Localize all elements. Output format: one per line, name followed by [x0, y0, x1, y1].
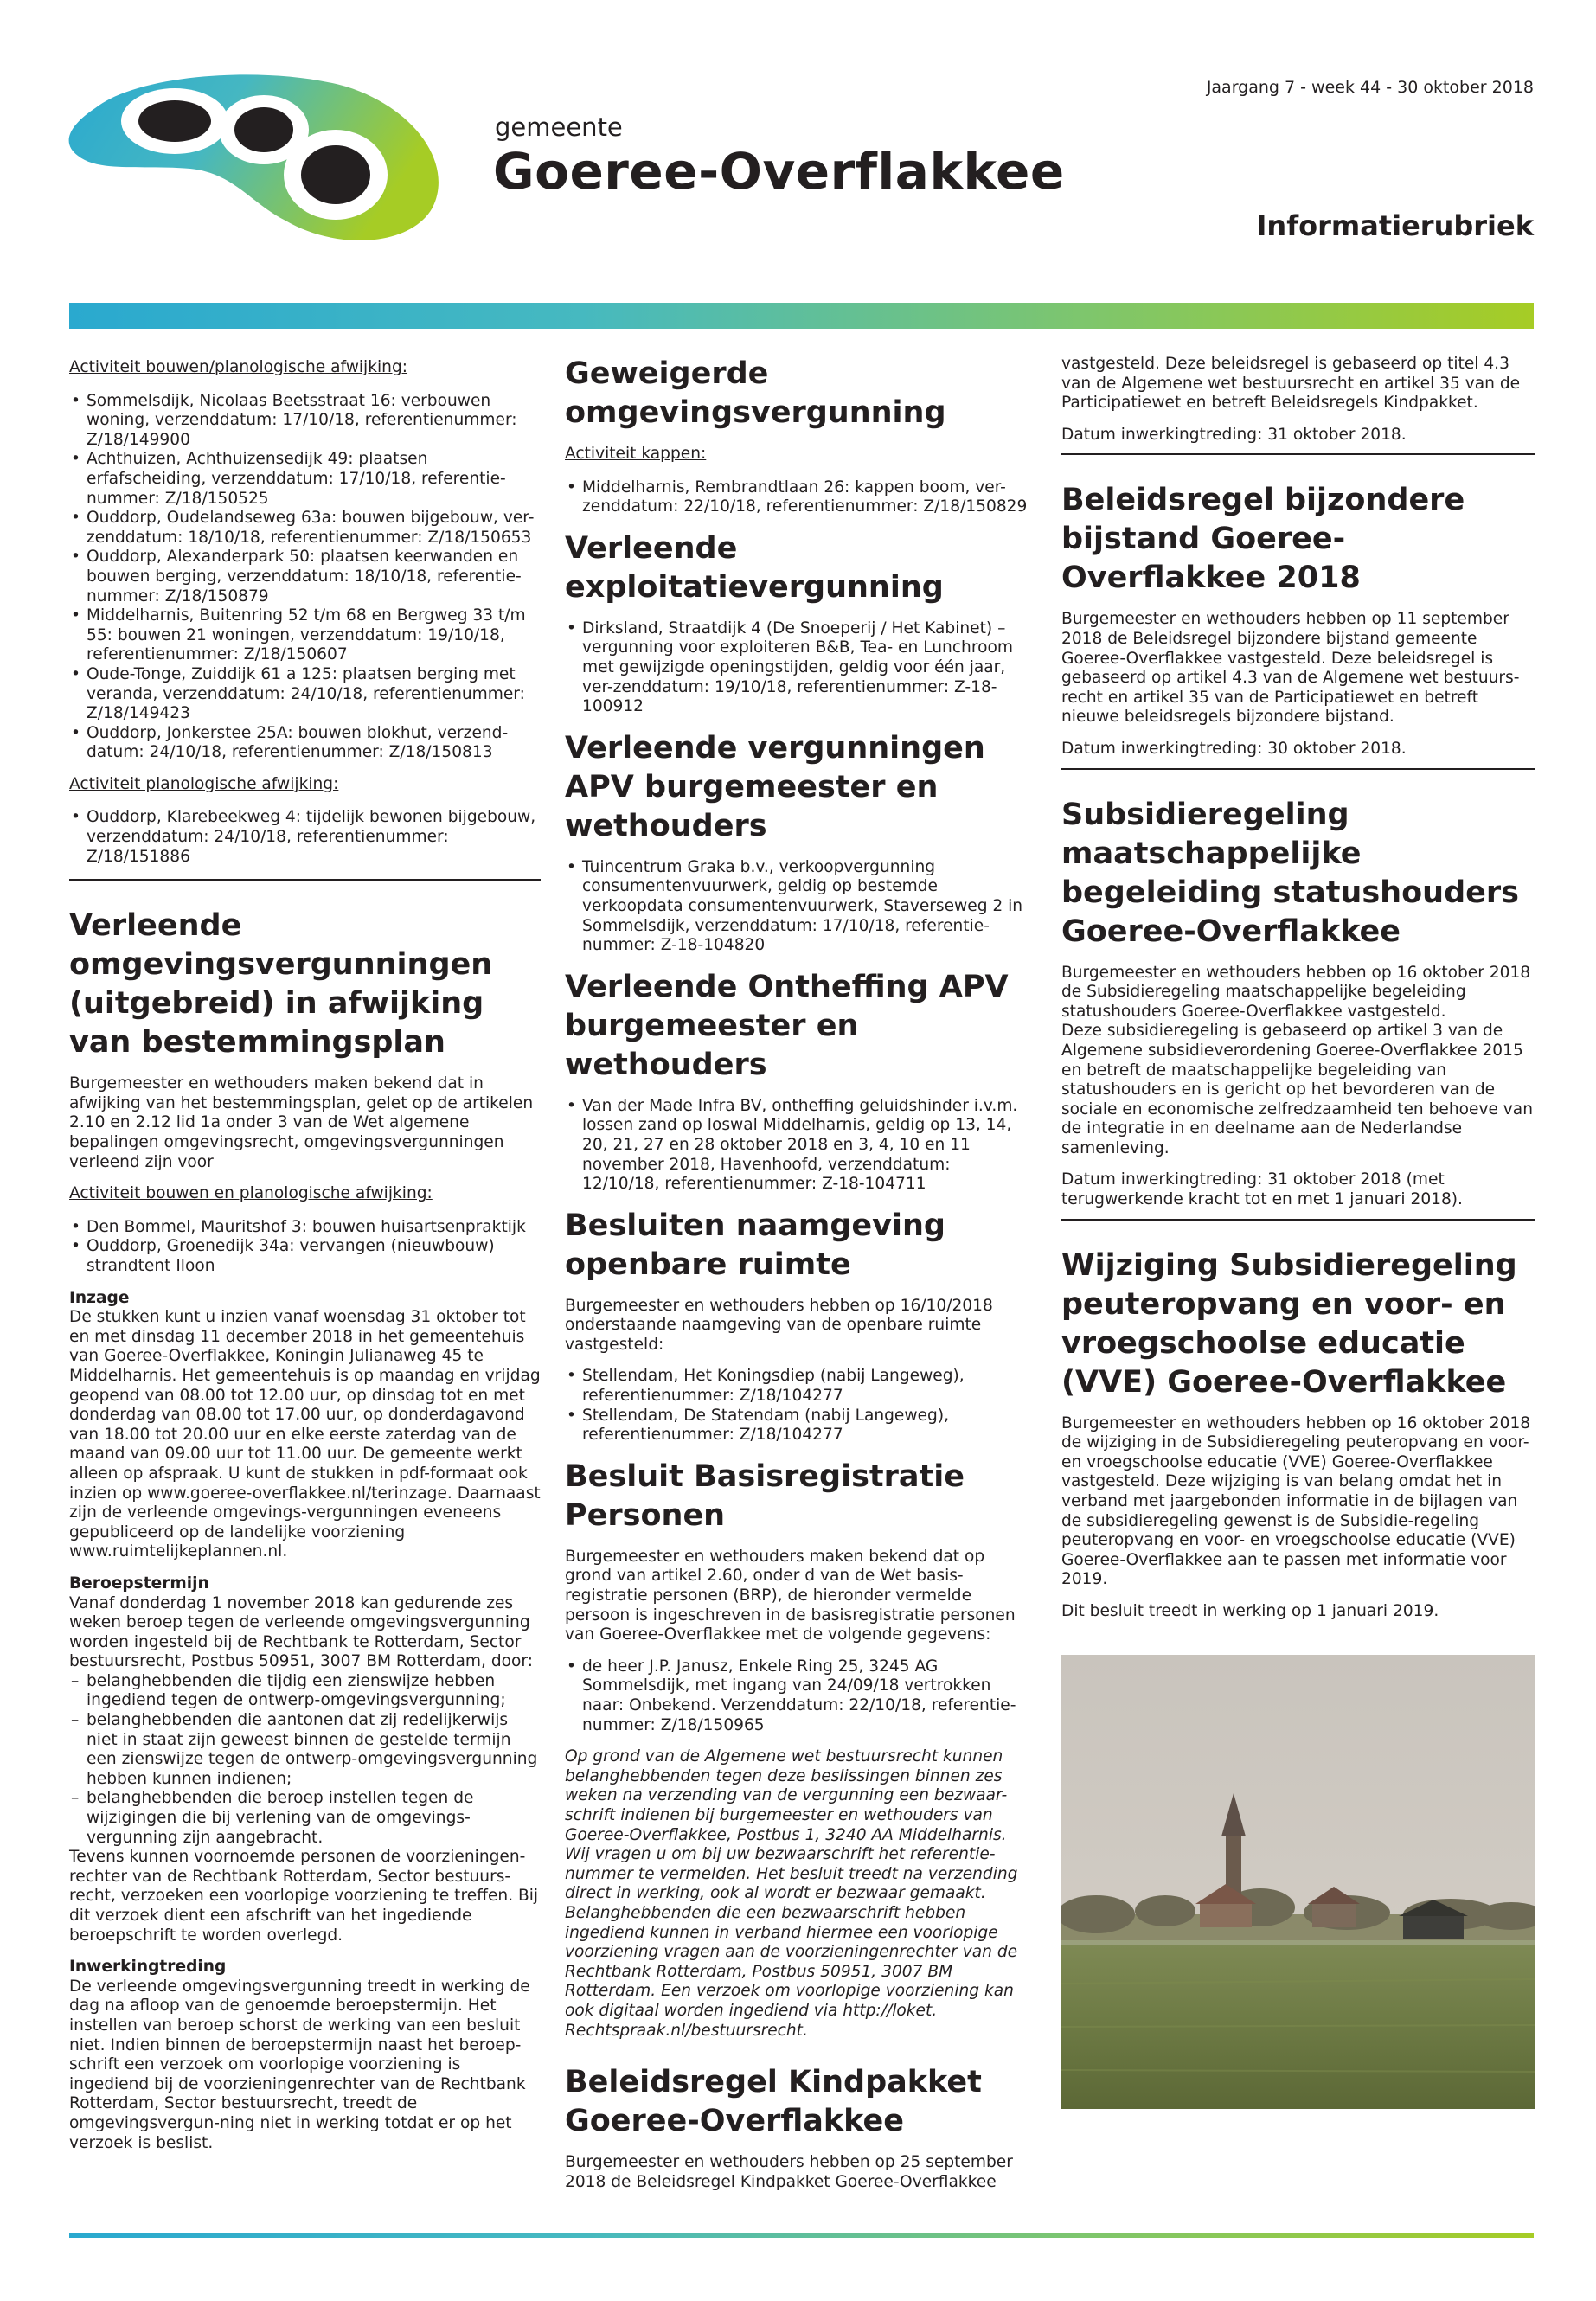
section-heading: Besluit Basisregistratie Personen [565, 1458, 965, 1533]
list-item: – belanghebbenden die beroep instellen tegen de wijzigingen die bij verlening van de omgevings-vergunning zijn aangebracht. [69, 1789, 541, 1848]
section-heading: Wijziging Subsidieregeling peuteropvang en voor- en vroegschoolse educatie (VVE) Goeree-Overflakkee [1061, 1247, 1517, 1400]
beroep-title: Beroepstermijn [69, 1574, 209, 1593]
beroep-text-2: Tevens kunnen voornoemde personen de voorzieningen-rechter van de Rechtbank Rotterdam, Sector bestuurs-recht, verzoeken een voorlopige voorziening te treffen. Bij dit verzoek dient een afschrift van het ingediende beroepschrift te worden overlegd. [69, 1848, 539, 1945]
list-item: • Den Bommel, Mauritshof 3: bouwen huisartsenpraktijk [69, 1218, 541, 1238]
divider [69, 879, 541, 881]
list-item: • Achthuizen, Achthuizensedijk 49: plaatsen erfafscheiding, verzenddatum: 17/10/18, referentie-nummer: Z/18/150525 [69, 450, 541, 509]
divider [1061, 768, 1535, 770]
gemeente-label: gemeente [495, 112, 623, 142]
gemeente-name: Goeree-Overflakkee [493, 142, 1065, 201]
column-1 [69, 355, 541, 2165]
paragraph: Burgemeester en wethouders hebben op 16/10/2018 onderstaande naamgeving van de openbare ruimte vastgesteld: [565, 1296, 993, 1354]
section-heading: Beleidsregel Kindpakket Goeree-Overflakkee [565, 2065, 982, 2139]
beroep-list [69, 1672, 541, 1848]
list-item: • Dirksland, Straatdijk 4 (De Snoeperij / Het Kabinet) – vergunning voor exploiteren B&B, Tea- en Lunchroom met gewijzigde openingstijden, geldig voor één jaar, ver-zenddatum: 19/10/18, referentienummer: Z-18-100912 [565, 619, 1032, 717]
list-item: • Middelharnis, Rembrandtlaan 26: kappen boom, ver-zenddatum: 22/10/18, referentienummer: Z/18/150829 [565, 478, 1032, 517]
permit-list [565, 619, 1032, 717]
permit-list [565, 1097, 1032, 1195]
list-item: • Oude-Tonge, Zuiddijk 61 a 125: plaatsen berging met veranda, verzenddatum: 24/10/18, referentienummer: Z/18/149423 [69, 665, 541, 724]
page-header [0, 0, 1596, 303]
beroep-text: Vanaf donderdag 1 november 2018 kan gedurende zes weken beroep tegen de verleende omgevingsvergunning worden ingesteld bij de Rechtbank te Rotterdam, Sector bestuursrecht, Postbus 50951, 3007 BM Rotterdam, door: [69, 1593, 533, 1671]
inwerking-title: Inwerkingtreding [69, 1958, 227, 1977]
column-3 [1061, 355, 1535, 2109]
list-item: • Ouddorp, Oudelandseweg 63a: bouwen bijgebouw, ver-zenddatum: 18/10/18, referentienummer: Z/18/150653 [69, 509, 541, 548]
list-item: • Van der Made Infra BV, ontheffing geluidshinder i.v.m. lossen zand op loswal Middelharnis, geldig op 13, 14, 20, 21, 27 en 28 oktober 2018 en 3, 4, 10 en 11 november 2018, Havenhoofd, verzenddatum: 12/10/18, referentienummer: Z-18-104711 [565, 1097, 1032, 1195]
section-heading: Geweigerde omgevingsvergunning [565, 356, 946, 430]
paragraph: vastgesteld. Deze beleidsregel is gebaseerd op titel 4.3 van de Algemene wet bestuursrecht en artikel 35 van de Participatiewet en betreft Beleidsregels Kindpakket. [1061, 355, 1521, 413]
gemeente-logo [61, 69, 450, 251]
paragraph: Burgemeester en wethouders hebben op 11 september 2018 de Beleidsregel bijzondere bijstand gemeente Goeree-Overflakkee vastgesteld. Deze beleidsregel is gebaseerd op artikel 4.3 van de Algemene wet bestuurs-recht en artikel 35 van de Participatiewet en betreft nieuwe beleidsregels bijzondere bijstand. [1061, 610, 1520, 727]
paragraph: Burgemeester en wethouders hebben op 16 oktober 2018 de Subsidieregeling maatschappelijke begeleiding statushouders Goeree-Overflakkee vastgesteld. [1061, 963, 1531, 1021]
subheading: Activiteit kappen: [565, 445, 707, 463]
list-item: • Ouddorp, Klarebeekweg 4: tijdelijk bewonen bijgebouw, verzenddatum: 24/10/18, referentienummer: Z/18/151886 [69, 808, 541, 867]
section-heading: Besluiten naamgeving openbare ruimte [565, 1208, 945, 1282]
inzage-title: Inzage [69, 1288, 130, 1307]
subheading: Activiteit planologische afwijking: [69, 774, 339, 793]
list-item: • de heer J.P. Janusz, Enkele Ring 25, 3245 AG Sommelsdijk, met ingang van 24/09/18 vertrokken naar: Onbekend. Verzenddatum: 22/10/18, referentie-nummer: Z/18/150965 [565, 1657, 1032, 1735]
list-item: • Sommelsdijk, Nicolaas Beetsstraat 16: verbouwen woning, verzenddatum: 17/10/18, referentienummer: Z/18/149900 [69, 392, 541, 451]
divider [1061, 453, 1535, 455]
list-item: – belanghebbenden die aantonen dat zij redelijkerwijs niet in staat zijn geweest binnen de gestelde termijn een zienswijze tegen de ontwerp-omgevingsvergunning hebben kunnen indienen; [69, 1711, 541, 1789]
divider [1061, 1219, 1535, 1221]
list-item: – belanghebbenden die tijdig een zienswijze hebben ingediend tegen de ontwerp-omgevingsvergunning; [69, 1672, 541, 1711]
inwerking-text: De verleende omgevingsvergunning treedt in werking de dag na afloop van de genoemde beroepstermijn. Het instellen van beroep schorst de werking van een besluit niet. Indien binnen de beroepstermijn naast het beroep-schrift een verzoek om voorlopige voorziening is ingediend bij de voorzieningenrechter van de Rechtbank Rotterdam, Sector bestuursrecht, treedt de omgevingsvergun-ning niet in werking totdat er op het verzoek is beslist. [69, 1977, 530, 2152]
header-gradient-bar [69, 303, 1534, 329]
list-item: • Ouddorp, Groenedijk 34a: vervangen (nieuwbouw) strandtent Iloon [69, 1237, 541, 1276]
list-item: • Ouddorp, Jonkerstee 25A: bouwen blokhut, verzend-datum: 24/10/18, referentienummer: Z/18/150813 [69, 724, 541, 763]
section-heading: Beleidsregel bijzondere bijstand Goeree-Overflakkee 2018 [1061, 483, 1465, 596]
paragraph: Burgemeester en wethouders maken bekend dat in afwijking van het bestemmingsplan, gelet op de artikelen 2.10 en 2.12 lid 1a onder 3 van de Wet algemene bepalingen omgevingsrecht, omgevingsvergunningen verleend zijn voor [69, 1074, 534, 1171]
subheading: Activiteit bouwen/planologische afwijking: [69, 358, 408, 376]
section-heading: Verleende omgevingsvergunningen (uitgebreid) in afwijking van bestemmingsplan [69, 908, 493, 1061]
date-line: Datum inwerkingtreding: 31 oktober 2018 (met terugwerkende kracht tot en met 1 januari 2018). [1061, 1170, 1463, 1209]
list-item: • Middelharnis, Buitenring 52 t/m 68 en Bergweg 33 t/m 55: bouwen 21 woningen, verzenddatum: 19/10/18, referentienummer: Z/18/150607 [69, 606, 541, 665]
subheading: Activiteit bouwen en planologische afwijking: [69, 1184, 433, 1203]
permit-list [565, 1657, 1032, 1735]
list-item: • Ouddorp, Alexanderpark 50: plaatsen keerwanden en bouwen berging, verzenddatum: 18/10/18, referentie-nummer: Z/18/150879 [69, 548, 541, 606]
permit-list [69, 1218, 541, 1277]
permit-list [565, 478, 1032, 517]
section-heading: Verleende vergunningen APV burgemeester en wethouders [565, 730, 985, 843]
paragraph: Burgemeester en wethouders hebben op 16 oktober 2018 de wijziging in de Subsidieregeling peuteropvang en voor- en vroegschoolse educatie (VVE) Goeree-Overflakkee vastgesteld. Deze wijziging is van belang omdat het in verband met jaargebonden informatie in de bijlagen van de subsidieregeling gewenst is de Subsidie-regeling peuteropvang en voor- en vroegschoolse educatie (VVE) Goeree-Overflakkee aan te passen met informatie voor 2019. [1061, 1413, 1531, 1589]
date-line: Datum inwerkingtreding: 30 oktober 2018. [1061, 739, 1407, 758]
column-2 [565, 355, 1032, 2204]
paragraph: Deze subsidieregeling is gebaseerd op artikel 3 van de Algemene subsidieverordening Goeree-Overflakkee 2015 en betreft de maatschappelijke begeleiding van statushouders en is gericht op het bevorderen van de sociale en economische zelfredzaamheid ten behoeve van de integratie in en deelname aan de Nederlandse samenleving. [1061, 1022, 1533, 1157]
paragraph: Burgemeester en wethouders hebben op 25 september 2018 de Beleidsregel Kindpakket Goeree-Overflakkee [565, 2153, 1013, 2191]
landscape-photo [1061, 1655, 1535, 2109]
permit-list [69, 808, 541, 867]
list-item: • Tuincentrum Graka b.v., verkoopvergunning consumentenvuurwerk, geldig op bestemde verkoopdata consumentenvuurwerk, Staverseweg 2 in Sommelsdijk, verzenddatum: 17/10/18, referentie-nummer: Z-18-104820 [565, 858, 1032, 956]
date-line: Datum inwerkingtreding: 31 oktober 2018. [1061, 425, 1407, 444]
list-item: • Stellendam, Het Koningsdiep (nabij Langeweg), referentienummer: Z/18/104277 [565, 1367, 1032, 1406]
edition-line: Jaargang 7 - week 44 - 30 oktober 2018 [1206, 78, 1534, 97]
footer-gradient-bar [69, 2233, 1534, 2238]
paragraph: Burgemeester en wethouders maken bekend dat op grond van artikel 2.60, onder d van de Wet basis-registratie personen (BRP), de hieronder vermelde persoon is ingeschreven in de basisregistratie personen van Goeree-Overflakkee met de volgende gegevens: [565, 1547, 1016, 1644]
inzage-text: De stukken kunt u inzien vanaf woensdag 31 oktober tot en met dinsdag 11 december 2018 in het gemeentehuis van Goeree-Overflakkee, Koningin Julianaweg 45 te Middelharnis. Het gemeentehuis is op maandag en vrijdag geopend van 08.00 tot 12.00 uur, op dinsdag tot en met donderdag van 08.00 tot 17.00 uur, op donderdagavond van 18.00 tot 20.00 uur en elke eerste zaterdag van de maand van 09.00 uur tot 11.00 uur. De gemeente werkt alleen op afspraak. U kunt de stukken in pdf-formaat ook inzien op www.goeree-overflakkee.nl/terinzage. Daarnaast zijn de verleende omgevings-vergunningen eveneens gepubliceerd op de landelijke voorziening www.ruimtelijkeplannen.nl. [69, 1308, 541, 1561]
list-item: • Stellendam, De Statendam (nabij Langeweg), referentienummer: Z/18/104277 [565, 1407, 1032, 1445]
date-line: Dit besluit treedt in werking op 1 januari 2019. [1061, 1602, 1439, 1620]
permit-list [565, 1367, 1032, 1445]
section-heading: Subsidieregeling maatschappelijke begeleiding statushouders Goeree-Overflakkee [1061, 797, 1519, 949]
section-heading: Verleende exploitatievergunning [565, 530, 944, 605]
bezwaar-text: Op grond van de Algemene wet bestuursrecht kunnen belanghebbenden tegen deze beslissingen binnen zes weken na verzending van de vergunning een bezwaar-schrift indienen bij burgemeester en wethouders van Goeree-Overflakkee, Postbus 1, 3240 AA Middelharnis. Wij vragen u om bij uw bezwaarschrift het referentie-nummer te vermelden. Het besluit treedt na verzending direct in werking, ook al wordt er bezwaar gemaakt. Belanghebbenden die een bezwaarschrift hebben ingediend kunnen in verband hiermee een voorlopige voorziening vragen aan de voorzieningenrechter van de Rechtbank Rotterdam, Postbus 50951, 3007 BM Rotterdam. Een verzoek om voorlopige voorziening kan ook digitaal worden ingediend via http://loket. Rechtspraak.nl/bestuursrecht. [565, 1747, 1018, 2040]
section-heading: Verleende Ontheffing APV burgemeester en wethouders [565, 969, 1009, 1082]
permit-list [69, 392, 541, 763]
permit-list [565, 858, 1032, 956]
rubriek-title: Informatierubriek [1256, 209, 1534, 242]
